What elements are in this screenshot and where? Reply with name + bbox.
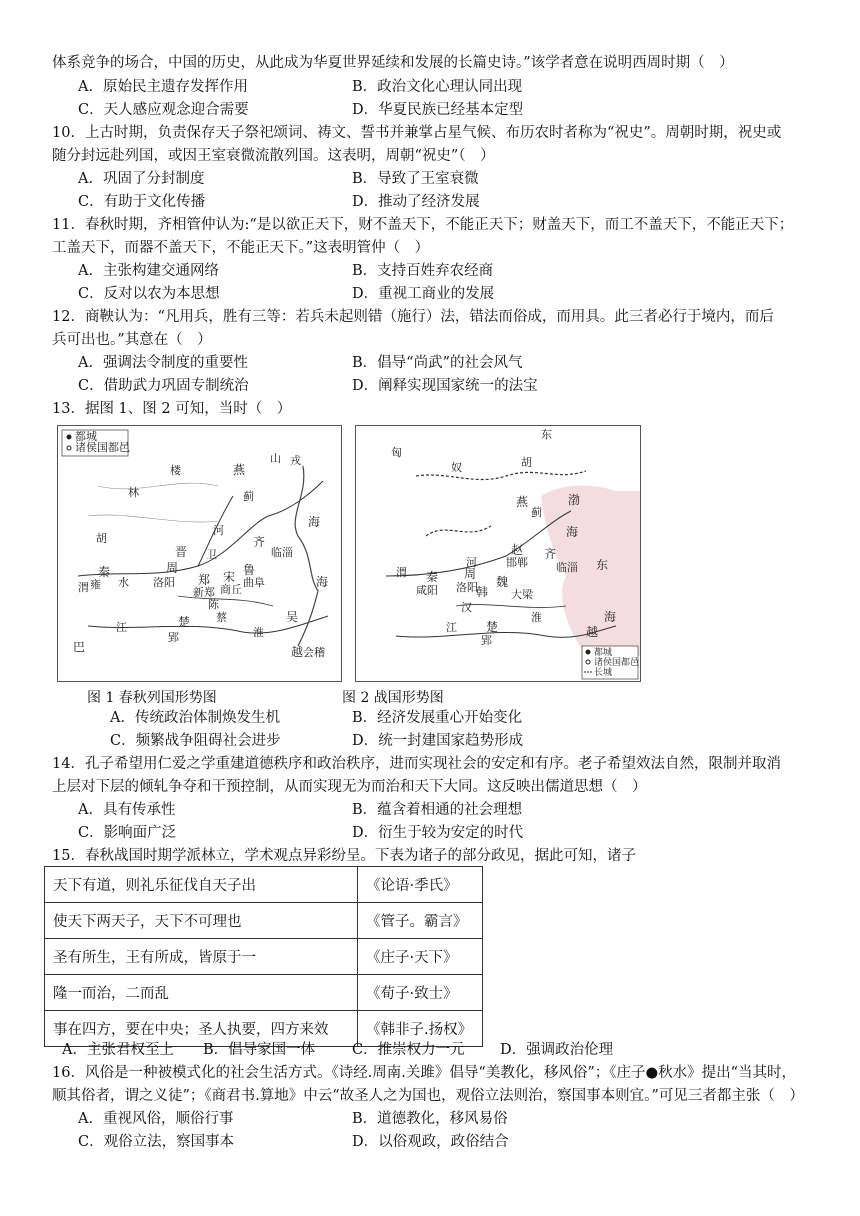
table-cell-quote: 圣有所生，王有所成，皆原于一 xyxy=(45,939,358,975)
svg-text:海: 海 xyxy=(604,610,617,624)
figure1-caption: 图 1 春秋列国形势图 xyxy=(87,690,217,706)
svg-text:蓟: 蓟 xyxy=(243,490,254,503)
svg-text:江: 江 xyxy=(116,621,127,634)
q13-option-d[interactable]: D．统一封建国家趋势形成 xyxy=(352,733,524,749)
svg-text:都城: 都城 xyxy=(75,430,97,443)
svg-text:曲阜: 曲阜 xyxy=(243,576,265,589)
svg-text:大梁: 大梁 xyxy=(511,588,533,601)
q9-option-a[interactable]: A．原始民主遗存发挥作用 xyxy=(78,79,248,95)
svg-text:奴: 奴 xyxy=(451,461,462,474)
svg-text:临淄: 临淄 xyxy=(271,546,293,559)
svg-text:齐: 齐 xyxy=(544,547,557,561)
svg-text:韩: 韩 xyxy=(476,585,489,599)
q15-option-b[interactable]: B．倡导家国一体 xyxy=(203,1042,316,1058)
q14-stem-cont: 上层对下层的倾轧争夺和干预控制，从而实现无为而治和天下大同。这反映出儒道思想（ ） xyxy=(52,779,647,795)
table-cell-source: 《韩非子.扬权》 xyxy=(358,1011,483,1047)
svg-text:淮: 淮 xyxy=(253,626,264,639)
q11-stem-cont: 工盖天下，而器不盖天下，不能正天下。”这表明管仲（ ） xyxy=(52,240,430,256)
svg-text:河: 河 xyxy=(213,524,224,537)
svg-text:渭: 渭 xyxy=(78,581,89,594)
svg-text:长城: 长城 xyxy=(594,668,613,678)
figure2-caption: 图 2 战国形势图 xyxy=(342,690,444,706)
q15-option-c[interactable]: C．推崇权力一元 xyxy=(352,1042,465,1058)
table-cell-quote: 隆一而治，二而乱 xyxy=(45,975,358,1011)
svg-text:蓟: 蓟 xyxy=(531,506,542,519)
q12-stem-cont: 兵可出也。”其意在（ ） xyxy=(52,332,212,348)
q10-option-d[interactable]: D．推动了经济发展 xyxy=(352,194,480,210)
q14-option-c[interactable]: C．影响面广泛 xyxy=(78,825,177,841)
svg-text:会稽: 会稽 xyxy=(303,646,325,659)
q16-option-c[interactable]: C．观俗立法，察国事本 xyxy=(78,1134,235,1150)
table-cell-source: 《荀子·致士》 xyxy=(358,975,483,1011)
table-cell-quote: 天下有道，则礼乐征伐自天子出 xyxy=(45,867,358,903)
table-cell-source: 《论语·季氏》 xyxy=(358,867,483,903)
table-row xyxy=(45,867,483,903)
svg-text:江: 江 xyxy=(446,621,457,634)
q12-stem: 12．商鞅认为：“凡用兵，胜有三等：若兵未起则错（施行）法，错法而俗成，而用具。此三者必行于境内，而后 xyxy=(52,309,774,325)
q9-option-c[interactable]: C．天人感应观念迎合需要 xyxy=(78,102,249,118)
q12-option-a[interactable]: A．强调法令制度的重要性 xyxy=(78,355,248,371)
svg-text:晋: 晋 xyxy=(175,545,188,559)
q11-option-d[interactable]: D．重视工商业的发展 xyxy=(352,286,495,302)
svg-text:山: 山 xyxy=(270,452,281,465)
svg-text:魏: 魏 xyxy=(496,575,509,589)
svg-text:秦: 秦 xyxy=(426,570,439,584)
table-cell-source: 《管子。霸言》 xyxy=(358,903,483,939)
svg-text:海: 海 xyxy=(316,575,329,589)
svg-text:林: 林 xyxy=(128,486,139,499)
q9-option-b[interactable]: B．政治文化心理认同出现 xyxy=(352,79,523,95)
svg-text:商丘: 商丘 xyxy=(220,583,242,596)
q11-option-a[interactable]: A．主张构建交通网络 xyxy=(78,263,219,279)
svg-text:渭: 渭 xyxy=(396,566,407,579)
q15-option-a[interactable]: A．主张君权至上 xyxy=(62,1042,174,1058)
svg-text:鲁: 鲁 xyxy=(243,563,256,577)
svg-text:楚: 楚 xyxy=(486,620,499,634)
svg-text:胡: 胡 xyxy=(96,532,107,545)
svg-text:楼: 楼 xyxy=(170,464,181,477)
svg-text:淮: 淮 xyxy=(531,611,542,624)
svg-text:郢: 郢 xyxy=(481,634,492,647)
q11-stem: 11．春秋时期，齐相管仲认为:“是以欲正天下，财不盖天下，不能正天下；财盖天下，而工不盖天下，不能正天下； xyxy=(52,217,794,233)
svg-text:洛阳: 洛阳 xyxy=(456,581,478,594)
svg-text:诸侯国都邑: 诸侯国都邑 xyxy=(594,658,640,668)
q11-option-c[interactable]: C．反对以农为本思想 xyxy=(78,286,220,302)
q10-option-b[interactable]: B．导致了王室衰微 xyxy=(352,171,479,187)
svg-text:海: 海 xyxy=(566,525,579,539)
q13-stem: 13．据图 1、图 2 可知，当时（ ） xyxy=(52,401,292,417)
svg-text:新郑: 新郑 xyxy=(193,586,215,599)
q12-option-b[interactable]: B．倡导“尚武”的社会风气 xyxy=(352,355,523,371)
svg-text:吴: 吴 xyxy=(286,610,299,624)
q16-stem: 16．风俗是一种被模式化的社会生活方式。《诗经.周南.关雎》倡导“美教化，移风俗”；《庄子●秋水》提出“当其时， xyxy=(52,1065,797,1081)
svg-text:匈: 匈 xyxy=(391,446,402,459)
svg-text:陈: 陈 xyxy=(208,598,219,611)
svg-text:赵: 赵 xyxy=(511,543,524,557)
svg-text:越: 越 xyxy=(586,625,599,639)
q10-stem: 10．上古时期，负责保存天子祭祀颂词、祷文、誓书并兼掌占星气候、布历农时者称为“祝史”。周朝时期，祝史或 xyxy=(52,125,782,141)
svg-text:东: 东 xyxy=(596,558,609,572)
svg-text:郑: 郑 xyxy=(198,573,211,587)
svg-text:巴: 巴 xyxy=(73,640,86,654)
q13-option-b[interactable]: B．经济发展重心开始变化 xyxy=(352,710,523,726)
q13-option-a[interactable]: A．传统政治体制焕发生机 xyxy=(110,710,280,726)
q15-table xyxy=(44,866,483,1047)
q15-stem: 15．春秋战国时期学派林立，学术观点异彩纷呈。下表为诸子的部分政见，据此可知，诸子 xyxy=(52,848,636,864)
q15-option-d[interactable]: D．强调政治伦理 xyxy=(500,1042,614,1058)
q16-option-a[interactable]: A．重视风俗，顺俗行事 xyxy=(78,1111,234,1127)
q10-stem-cont: 随分封远赴列国，或因王室衰微流散列国。这表明，周朝“祝史”（ ） xyxy=(52,148,495,164)
svg-text:临淄: 临淄 xyxy=(556,561,578,574)
svg-text:海: 海 xyxy=(308,515,321,529)
q9-stem-tail: 体系竞争的场合，中国的历史，从此成为华夏世界延续和发展的长篇史诗。”该学者意在说明西周时期（ ） xyxy=(52,55,734,71)
svg-text:水: 水 xyxy=(118,576,129,589)
q16-stem-cont: 顺其俗者，谓之义徒”；《商君书.算地》中云“故圣人之为国也，观俗立法则治，察国事本则宜。”可见三者都主张（ ） xyxy=(52,1088,804,1104)
svg-text:周: 周 xyxy=(166,561,179,575)
q12-option-c[interactable]: C．借助武力巩固专制统治 xyxy=(78,378,249,394)
svg-text:河: 河 xyxy=(466,556,477,569)
q16-option-b[interactable]: B．道德教化，移风易俗 xyxy=(352,1111,508,1127)
svg-text:都城: 都城 xyxy=(594,648,613,658)
figure1-map xyxy=(57,425,342,682)
svg-text:诸侯国都邑: 诸侯国都邑 xyxy=(75,441,130,454)
q14-option-b[interactable]: B．蕴含着相通的社会理想 xyxy=(352,802,523,818)
q14-stem: 14．孔子希望用仁爱之学重建道德秩序和政治秩序，进而实现社会的安定和有序。老子希望效法自然，限制并取消 xyxy=(52,756,781,772)
svg-text:咸阳: 咸阳 xyxy=(416,584,438,597)
q9-option-d[interactable]: D．华夏民族已经基本定型 xyxy=(352,102,524,118)
svg-text:汉: 汉 xyxy=(461,601,472,614)
svg-text:洛阳: 洛阳 xyxy=(153,576,175,589)
q14-option-d[interactable]: D．衍生于较为安定的时代 xyxy=(352,825,524,841)
q10-option-c[interactable]: C．有助于文化传播 xyxy=(78,194,206,210)
table-cell-quote: 使天下两天子，天下不可理也 xyxy=(45,903,358,939)
figure2-map xyxy=(355,425,641,682)
svg-text:渤: 渤 xyxy=(568,493,581,507)
svg-text:郢: 郢 xyxy=(168,631,179,644)
q13-option-c[interactable]: C．频繁战争阻碍社会进步 xyxy=(110,733,281,749)
table-cell-source: 《庄子·天下》 xyxy=(358,939,483,975)
svg-text:胡: 胡 xyxy=(521,456,532,469)
q12-option-d[interactable]: D．阐释实现国家统一的法宝 xyxy=(352,378,538,394)
svg-text:蔡: 蔡 xyxy=(216,611,227,624)
svg-text:宋: 宋 xyxy=(223,570,236,584)
svg-text:燕: 燕 xyxy=(233,463,246,477)
table-row xyxy=(45,939,483,975)
q11-option-b[interactable]: B．支持百姓弃农经商 xyxy=(352,263,494,279)
svg-text:邯郸: 邯郸 xyxy=(506,556,528,569)
q10-option-a[interactable]: A．巩固了分封制度 xyxy=(78,171,205,187)
table-cell-quote: 事在四方，要在中央；圣人执要，四方来效 xyxy=(45,1011,358,1047)
svg-text:秦: 秦 xyxy=(98,565,111,579)
svg-text:燕: 燕 xyxy=(516,495,529,509)
svg-text:东: 东 xyxy=(541,428,552,441)
svg-text:越: 越 xyxy=(291,645,304,659)
svg-text:齐: 齐 xyxy=(253,535,266,549)
svg-text:楚: 楚 xyxy=(178,615,191,629)
svg-text:卫: 卫 xyxy=(206,548,217,561)
svg-text:戎: 戎 xyxy=(290,454,301,467)
q14-option-a[interactable]: A．具有传承性 xyxy=(78,802,176,818)
q16-option-d[interactable]: D．以俗观政，政俗结合 xyxy=(352,1134,509,1150)
svg-text:周: 周 xyxy=(464,567,477,581)
table-row xyxy=(45,903,483,939)
table-row xyxy=(45,975,483,1011)
svg-text:雍: 雍 xyxy=(90,578,101,591)
